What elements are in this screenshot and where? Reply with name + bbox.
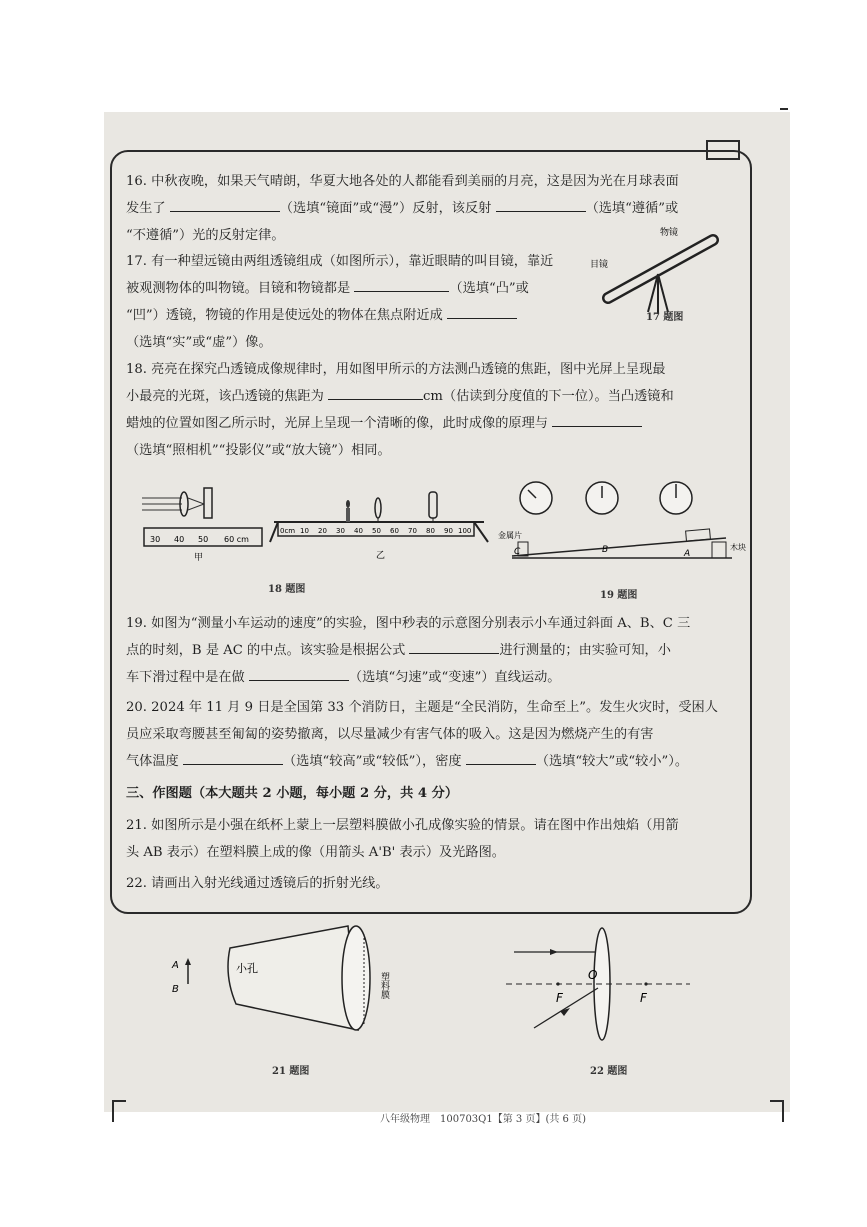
q18-text: 蜡烛的位置如图乙所示时，光屏上呈现一个清晰的像，此时成像的原理与 — [126, 416, 548, 431]
ruler-tick: 40 — [174, 535, 185, 544]
q21-line1: 21. 如图所示是小强在纸杯上蒙上一层塑料膜做小孔成像实验的情景。请在图中作出烛焰（用箭 — [126, 818, 679, 833]
answer-blank[interactable] — [447, 304, 517, 319]
q20-text: （选填“较高”或“较低”），密度 — [282, 754, 462, 769]
fig19-caption: 19 题图 — [600, 590, 638, 601]
convex-lens — [375, 498, 381, 522]
answer-blank[interactable] — [183, 750, 283, 765]
ruler-tick: 60 cm — [224, 535, 249, 544]
fig18-caption: 18 题图 — [268, 584, 306, 595]
answer-blank[interactable] — [170, 197, 280, 212]
ruler-tick: 20 — [318, 527, 327, 535]
ruler-tick: 100 — [458, 527, 472, 535]
ruler-tick: 40 — [354, 527, 363, 535]
question-18 — [126, 356, 746, 464]
fig18-jia-label: 甲 — [194, 553, 204, 563]
answer-blank[interactable] — [354, 277, 449, 292]
q17-line4: （选填“实”或“虚”）像。 — [126, 335, 272, 350]
fig19-incline — [498, 476, 750, 576]
question-22: 22. 请画出入射光线通过透镜后的折射光线。 — [126, 876, 389, 891]
incident-ray-parallel — [514, 949, 596, 955]
point-b: B — [602, 545, 609, 555]
q20-text: （选填“较大”或“较小”）。 — [535, 754, 689, 769]
stopwatch-icon — [586, 482, 618, 514]
q18-text: 小最亮的光斑，该凸透镜的焦距为 — [126, 389, 324, 404]
q21-line2: 头 AB 表示）在塑料膜上成的像（用箭头 A'B' 表示）及光路图。 — [126, 845, 505, 860]
q20-line2: 员应采取弯腰甚至匍匐的姿势撤离，以尽量减少有害气体的吸入。这是因为燃烧产生的有害 — [126, 727, 654, 742]
film-label: 塑料膜 — [379, 972, 389, 999]
ruler-tick: 60 — [390, 527, 399, 535]
section-3-heading: 三、作图题（本大题共 2 小题，每小题 2 分，共 4 分） — [126, 786, 459, 801]
stopwatch-icon — [660, 482, 692, 514]
q18-line4: （选填“照相机”“投影仪”或“放大镜”）相同。 — [126, 443, 391, 458]
ruler-tick: 30 — [336, 527, 345, 535]
candle — [346, 500, 350, 522]
focus-left-label: F — [556, 991, 563, 1005]
fig17-caption: 17 题图 — [646, 312, 684, 323]
answer-blank[interactable] — [249, 666, 349, 681]
ruler-tick: 90 — [444, 527, 453, 535]
arrow-label-a: A — [172, 960, 179, 971]
answer-blank[interactable] — [328, 385, 423, 400]
metal-plate-label: 金属片 — [498, 531, 522, 540]
q17-text: 被观测物体的叫物镜。目镜和物镜都是 — [126, 281, 351, 296]
ruler-tick: 10 — [300, 527, 309, 535]
ruler-tick: 50 — [198, 535, 209, 544]
ruler-tick: 0cm — [280, 527, 296, 535]
point-a: A — [684, 549, 691, 559]
q16-text: （选填“镜面”或“漫”）反射，该反射 — [279, 201, 492, 216]
objective-label: 物镜 — [660, 228, 679, 238]
fig18-yi — [266, 486, 492, 566]
question-17 — [126, 248, 626, 356]
q17-line1: 17. 有一种望远镜由两组透镜组成（如图所示），靠近眼睛的叫目镜，靠近 — [126, 254, 554, 269]
optical-center-label: O — [588, 968, 598, 982]
arrow-label-b: B — [172, 984, 179, 995]
q17-text: （选填“凸”或 — [449, 281, 529, 296]
point-c: C — [514, 547, 521, 557]
q19-text: （选填“匀速”或“变速”）直线运动。 — [348, 670, 561, 685]
q17-text: “凹”）透镜，物镜的作用是使远处的物体在焦点附近成 — [126, 308, 443, 323]
fig18-jia — [140, 480, 268, 565]
fig22-caption: 22 题图 — [590, 1066, 628, 1077]
answer-blank[interactable] — [409, 639, 499, 654]
q19-text: 点的时刻，B 是 AC 的中点。该实验是根据公式 — [126, 643, 406, 658]
ruler-yi-ticks — [280, 527, 471, 535]
ruler-tick: 80 — [426, 527, 435, 535]
corner-mark — [112, 1100, 126, 1122]
q18-line1: 18. 亮亮在探究凸透镜成像规律时，用如图甲所示的方法测凸透镜的焦距，图中光屏上呈现最 — [126, 362, 666, 377]
eyepiece-label: 目镜 — [590, 260, 609, 270]
q16-text: 发生了 — [126, 201, 166, 216]
fig22-convex-lens — [500, 924, 700, 1044]
question-21 — [126, 812, 746, 866]
corner-mark — [780, 108, 788, 110]
q16-text: （选填“遵循”或 — [585, 201, 679, 216]
q16-line1: 16. 中秋夜晚，如果天气晴朗，华夏大地各处的人都能看到美丽的月亮，这是因为光在月球表面 — [126, 174, 679, 189]
q19-text: 进行测量的；由实验可知，小 — [499, 643, 671, 658]
fig18-yi-label: 乙 — [376, 551, 386, 561]
fig21-caption: 21 题图 — [272, 1066, 310, 1077]
q18-text: cm（估读到分度值的下一位）。当凸透镜和 — [423, 389, 674, 404]
corner-mark — [770, 1100, 784, 1122]
ruler-tick: 30 — [150, 535, 161, 544]
fig21-pinhole-cup — [168, 920, 418, 1040]
focus-right-label: F — [640, 991, 647, 1005]
pinhole-label: 小孔 — [236, 962, 258, 975]
question-20 — [126, 694, 746, 775]
answer-blank[interactable] — [466, 750, 536, 765]
stopwatch-icon — [520, 482, 552, 514]
wood-block-label: 木块 — [730, 543, 746, 552]
candle-arrow — [185, 958, 191, 984]
telescope-drawing — [608, 240, 713, 314]
q20-text: 气体温度 — [126, 754, 179, 769]
score-box — [706, 140, 740, 160]
ruler-tick: 50 — [372, 527, 381, 535]
incident-ray-focus — [534, 988, 598, 1028]
answer-blank[interactable] — [496, 197, 586, 212]
light-screen — [429, 492, 437, 522]
answer-blank[interactable] — [552, 412, 642, 427]
page-footer: 八年级物理 100703Q1【第 3 页】(共 6 页) — [380, 1114, 586, 1125]
q19-text: 车下滑过程中是在做 — [126, 670, 245, 685]
q16-line3: “不遵循”）光的反射定律。 — [126, 228, 285, 243]
q19-line1: 19. 如图为“测量小车运动的速度”的实验，图中秒表的示意图分别表示小车通过斜面 A、B、C 三 — [126, 616, 691, 631]
question-19 — [126, 610, 746, 691]
ruler-tick: 70 — [408, 527, 417, 535]
q20-line1: 20. 2024 年 11 月 9 日是全国第 33 个消防日，主题是“全民消防，生命至上”。发生火灾时，受困人 — [126, 700, 718, 715]
